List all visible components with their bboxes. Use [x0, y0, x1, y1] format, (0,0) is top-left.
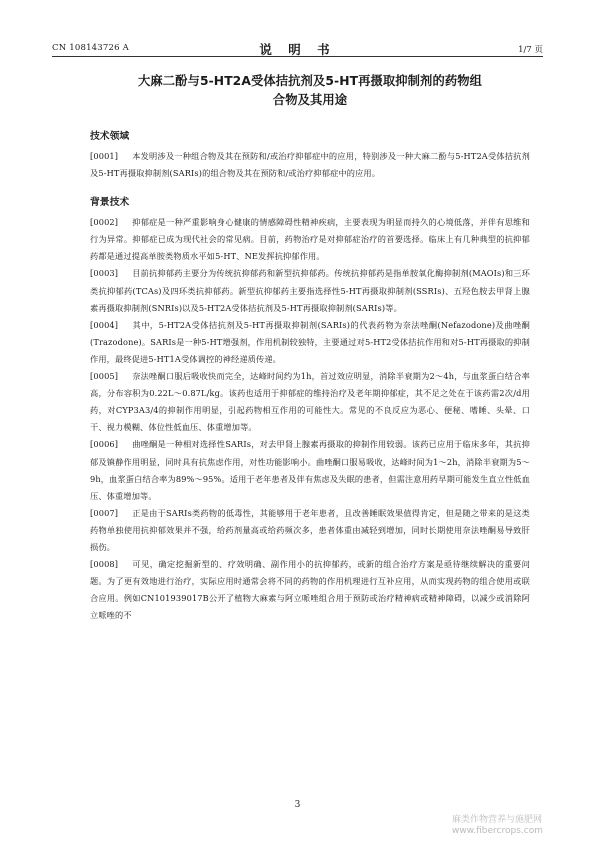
paragraph [90, 317, 530, 368]
paragraph-number: [0002] [90, 217, 119, 228]
section-heading-technical-field: 技术领域 [90, 131, 130, 142]
paragraph-number: [0001] [90, 151, 119, 161]
paragraph [90, 556, 530, 624]
paragraph [90, 148, 530, 182]
invention-title [90, 72, 530, 110]
publication-number: CN 108143726 A [52, 43, 129, 53]
paragraph-text: 目前抗抑郁药主要分为传统抗抑郁药和新型抗抑郁药。传统抗抑郁药是指单胺氧化酶抑制剂(MAOIs)和三环类抗抑郁药(TCAs)及四环类抗抑郁药。新型抗抑郁药主要指选择性5-HT再摄取抑制剂(SSRIs)、五羟色胺去甲肾上腺素再摄取抑制剂(SNRIs)以及5-HT2A受体拮抗剂及5-HT再摄取抑制剂(SARIs)等。 [90, 268, 530, 313]
paragraph-number: [0008] [90, 559, 119, 570]
paragraph-text: 奈法唑酮口服后吸收快而完全，达峰时间约为1h，首过效应明显，消除半衰期为2～4h，与血浆蛋白结合率高，分布容积为0.22L～0.87L/kg。该药也适用于抑郁症的维持治疗及老年期抑郁症，其不足之处在于该药需2次/d用药，对CYP3A3/4的抑制作用明显，引起药物相互作用的可能性大。常见的不良反应为恶心、便秘、嗜睡、头晕、口干、视力模糊、体位性低血压、体重增加等。 [90, 371, 530, 433]
paragraph [90, 265, 530, 316]
paragraph [90, 368, 530, 436]
paragraph-text: 可见，确定挖掘新型的、疗效明确、副作用小的抗抑郁药，或新的组合治疗方案是亟待继续解决的重要问题。为了更有效地进行治疗，实际应用时通常会将不同的药物的作用机理进行互补应用，从而实现药物的组合使用或联合应用。例如CN101939017B公开了植物大麻素与阿立哌唑组合用于预防或治疗精神病或精神障碍，以减少或消除阿立哌唑的不 [90, 559, 530, 621]
invention-title-line-1: 大麻二酚与5-HT2A受体拮抗剂及5-HT再摄取抑制剂的药物组 [137, 74, 483, 88]
paragraph-number: [0006] [90, 439, 119, 450]
paragraph-text: 抑郁症是一种严重影响身心健康的情感障碍性精神疾病，主要表现为明显而持久的心境低落，并伴有思维和行为异常。抑郁症已成为现代社会的常见病。目前，药物治疗是对抑郁症治疗的首要选择。临床上有几种典型的抗抑郁药都是通过提高单胺类物质水平如5-HT、NE发挥抗抑郁作用。 [90, 217, 530, 262]
paragraph [90, 214, 530, 265]
paragraph-number: [0005] [90, 371, 119, 382]
watermark [452, 815, 543, 837]
document-type-title: 说 明 书 [259, 42, 336, 57]
paragraph-number: [0003] [90, 268, 119, 279]
paragraph-text: 曲唑酮是一种相对选择性SARIs，对去甲肾上腺素再摄取的抑制作用较弱。该药已应用于临床多年，其抗抑郁及镇静作用明显，同时具有抗焦虑作用，对性功能影响小。曲唑酮口服易吸收，达峰时间为1～2h，消除半衰期为5～9h，血浆蛋白结合率为89%～95%。适用于老年患者及伴有焦虑及失眠的患者，但需注意用药早期可能发生直立性低血压、体重增加等。 [90, 439, 530, 501]
paragraph [90, 505, 530, 556]
watermark-url: www.fibercrops.com [452, 826, 543, 836]
header-rule [52, 56, 543, 57]
page-number: 3 [294, 800, 301, 810]
paragraph-text: 其中，5-HT2A受体拮抗剂及5-HT再摄取抑制剂(SARIs)的代表药物为奈法唑酮(Nefazodone)及曲唑酮(Trazodone)。SARIs是一种5-HT增强剂，作用机制较独特，主要通过对5-HT2受体拮抗作用和对5-HT再摄取的抑制作用，最终促进5-HT1A受体调控的神经递质传递。 [90, 319, 530, 364]
paragraph-number: [0004] [90, 319, 119, 330]
paragraph-number: [0007] [90, 507, 119, 518]
page-indicator: 1/7 页 [518, 45, 543, 55]
section-heading-background: 背景技术 [90, 197, 130, 209]
invention-title-line-2: 合物及其用途 [272, 93, 348, 107]
paragraph-text: 正是由于SARIs类药物的低毒性，其能够用于老年患者，且改善睡眠效果值得肯定，但是随之带来的是这类药物单独使用抗抑郁效果并不强，给药剂量高或给药频次多，患者体重由减轻到增加，同时长期使用奈法唑酮易导致肝损伤。 [90, 507, 530, 552]
page-header [52, 40, 543, 57]
paragraph-text: 本发明涉及一种组合物及其在预防和/或治疗抑郁症中的应用，特别涉及一种大麻二酚与5-HT2A受体拮抗剂及5-HT再摄取抑制剂(SARIs)的组合物及其在预防和/或治疗抑郁症中的应用。 [90, 151, 530, 179]
document-body [90, 72, 530, 624]
watermark-site-name: 麻类作物营养与施肥网 [452, 815, 543, 825]
paragraph [90, 436, 530, 504]
